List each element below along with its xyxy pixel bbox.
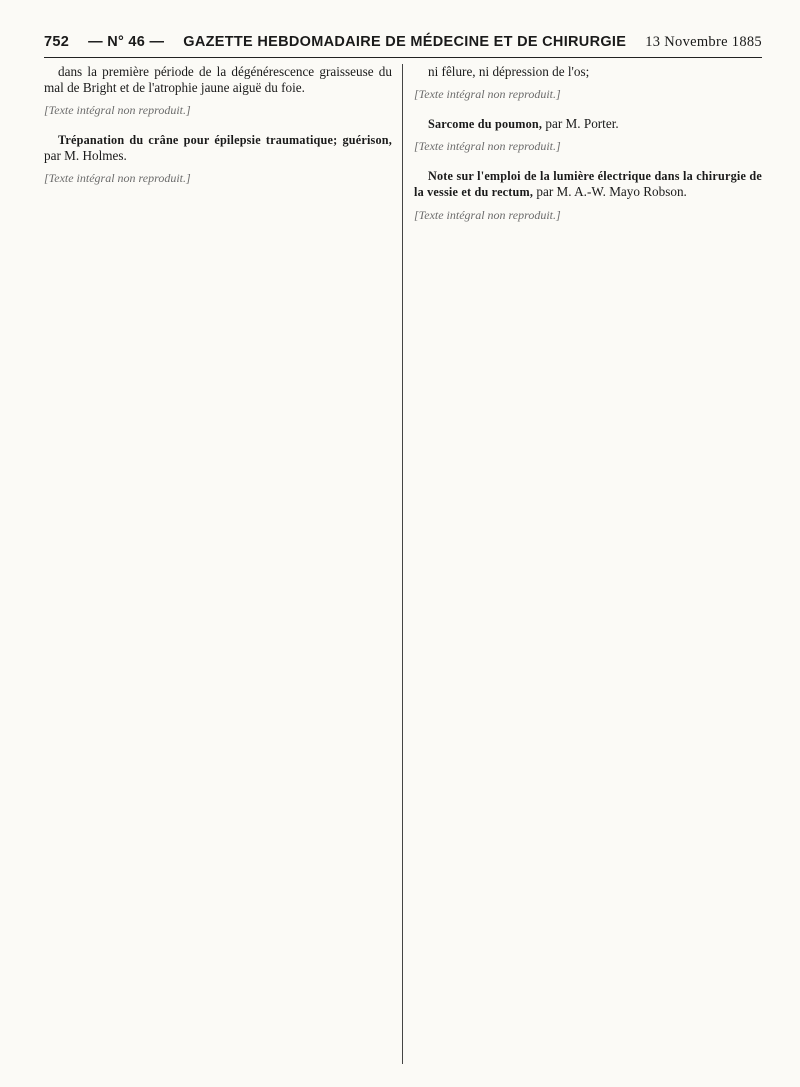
article-title: Sarcome du poumon, xyxy=(428,117,543,132)
article-lumiere xyxy=(414,168,762,222)
continued-paragraph: dans la première période de la dégénérescence graisseuse du mal de Bright et de l'atrophie jaune aiguë du foie. xyxy=(44,64,392,96)
right-column xyxy=(403,64,762,1064)
article-trepanation xyxy=(44,132,392,186)
issue-number: — N° 46 — xyxy=(88,34,165,50)
running-header xyxy=(44,34,762,58)
article-sarcome xyxy=(414,116,762,154)
page-number: 752 xyxy=(44,34,70,50)
omitted-text-note: [Texte intégral non reproduit.] xyxy=(414,207,561,222)
two-column-body xyxy=(44,64,762,1064)
article-author: par M. Holmes. xyxy=(44,148,127,164)
article-author: par M. Porter. xyxy=(545,116,619,132)
omitted-text-note: [Texte intégral non reproduit.] xyxy=(414,139,561,154)
article-author: par M. A.-W. Mayo Robson. xyxy=(536,184,687,200)
article-title: Note sur l'emploi de la lumière électrique dans la chirurgie de la vessie et du rectum, xyxy=(414,169,762,200)
continued-paragraph: ni fêlure, ni dépression de l'os; xyxy=(428,64,590,79)
left-column xyxy=(44,64,403,1064)
article-title: Trépanation du crâne pour épilepsie traumatique; guérison, xyxy=(58,133,392,148)
omitted-text-note: [Texte intégral non reproduit.] xyxy=(44,103,191,118)
issue-date: 13 Novembre 1885 xyxy=(645,34,762,50)
journal-title: GAZETTE HEBDOMADAIRE DE MÉDECINE ET DE CHIRURGIE xyxy=(183,34,627,50)
omitted-text-note: [Texte intégral non reproduit.] xyxy=(44,171,191,186)
omitted-text-note: [Texte intégral non reproduit.] xyxy=(414,87,561,102)
